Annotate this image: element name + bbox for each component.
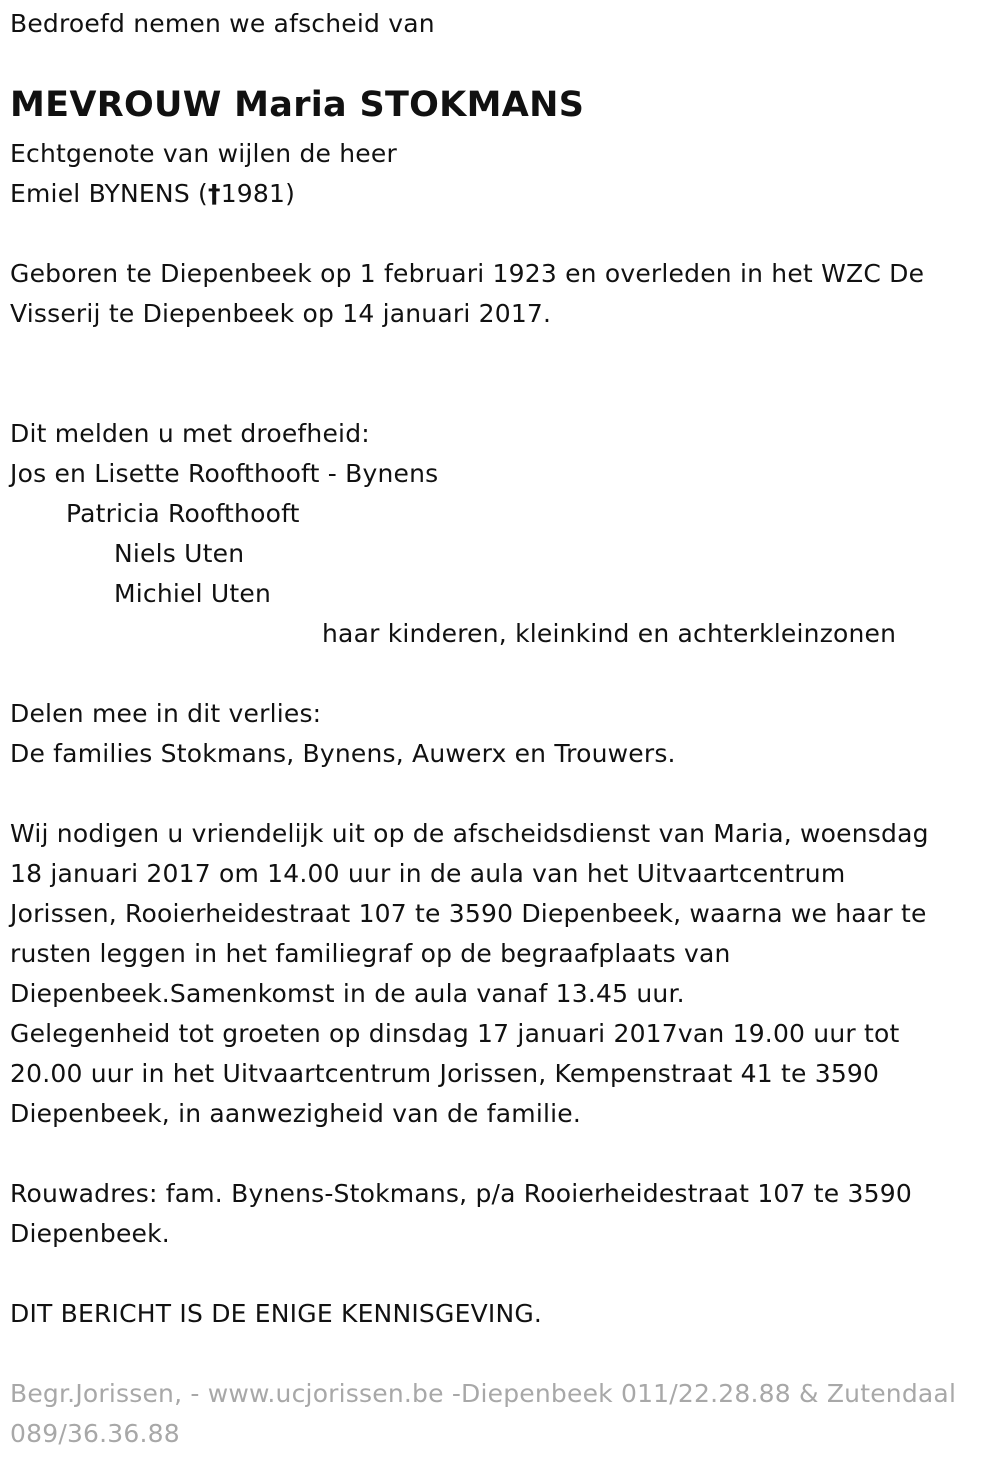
ceremony-line: 18 januari 2017 om 14.00 uur in de aula van het Uitvaartcentrum — [10, 859, 846, 888]
spouse-line: Echtgenote van wijlen de heer — [10, 139, 397, 168]
children-names: Jos en Lisette Roofthooft - Bynens — [10, 459, 439, 488]
mourning-address: Diepenbeek. — [10, 1219, 170, 1248]
deceased-name: MEVROUW Maria STOKMANS — [10, 85, 585, 125]
cross-icon: † — [208, 179, 221, 208]
announcers-heading: Dit melden u met droefheid: — [10, 419, 370, 448]
great-grandchild-name: Michiel Uten — [114, 579, 272, 608]
spouse-death-year: 1981) — [220, 179, 296, 208]
ceremony-line: rusten leggen in het familiegraf op de begraafplaats van — [10, 939, 731, 968]
grandchild-name: Patricia Roofthooft — [66, 499, 300, 528]
ceremony-line: Diepenbeek.Samenkomst in de aula vanaf 13.45 uur. — [10, 979, 685, 1008]
families-text: De families Stokmans, Bynens, Auwerx en Trouwers. — [10, 739, 676, 768]
ceremony-line: Wij nodigen u vriendelijk uit op de afscheidsdienst van Maria, woensdag — [10, 819, 929, 848]
funeral-home-footer: 089/36.36.88 — [10, 1419, 180, 1448]
visitation-line: 20.00 uur in het Uitvaartcentrum Jorissen, Kempenstraat 41 te 3590 — [10, 1059, 880, 1088]
intro-text: Bedroefd nemen we afscheid van — [10, 9, 435, 38]
ceremony-line: Jorissen, Rooierheidestraat 107 te 3590 Diepenbeek, waarna we haar te — [10, 899, 927, 928]
spouse-name-line — [10, 174, 295, 214]
great-grandchild-name: Niels Uten — [114, 539, 245, 568]
visitation-line: Gelegenheid tot groeten op dinsdag 17 januari 2017van 19.00 uur tot — [10, 1019, 900, 1048]
birth-death-line: Visserij te Diepenbeek op 14 januari 2017. — [10, 299, 552, 328]
visitation-line: Diepenbeek, in aanwezigheid van de familie. — [10, 1099, 581, 1128]
funeral-home-footer: Begr.Jorissen, - www.ucjorissen.be -Diepenbeek 011/22.28.88 & Zutendaal — [10, 1379, 957, 1408]
spouse-name: Emiel BYNENS ( — [10, 179, 208, 208]
only-notice-text: DIT BERICHT IS DE ENIGE KENNISGEVING. — [10, 1299, 543, 1328]
mourning-address: Rouwadres: fam. Bynens-Stokmans, p/a Rooierheidestraat 107 te 3590 — [10, 1179, 912, 1208]
sharing-heading: Delen mee in dit verlies: — [10, 699, 322, 728]
birth-death-line: Geboren te Diepenbeek op 1 februari 1923 en overleden in het WZC De — [10, 259, 925, 288]
relation-text: haar kinderen, kleinkind en achterkleinzonen — [322, 619, 897, 648]
